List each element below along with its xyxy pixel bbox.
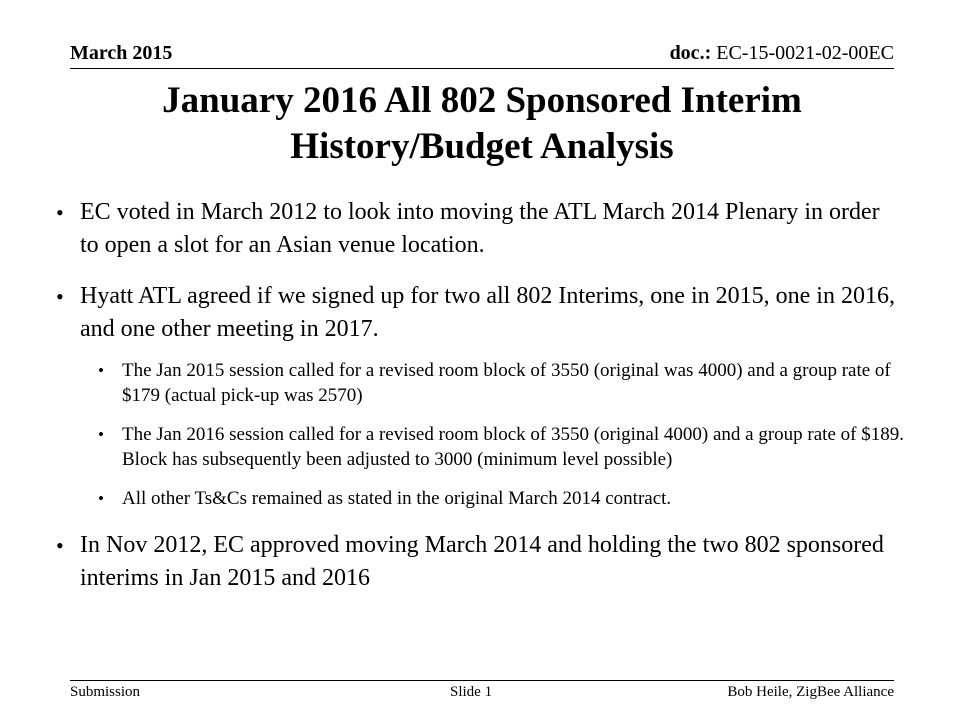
bullet-dot-icon: • — [56, 200, 64, 225]
bullet-text: EC voted in March 2012 to look into moving the ATL March 2014 Plenary in order to open a slot for an Asian venue location. — [80, 199, 880, 258]
slide-body — [56, 196, 904, 613]
bullet-dot-icon: • — [56, 284, 64, 309]
sub-bullet-1 — [56, 358, 904, 408]
title-line-1: January 2016 All 802 Sponsored Interim — [162, 80, 802, 121]
header-divider — [70, 68, 894, 69]
sub-bullet-3 — [56, 486, 904, 511]
footer-divider — [70, 680, 894, 681]
doc-label: doc.: — [669, 42, 712, 64]
bullet-dot-icon: • — [98, 425, 104, 444]
sub-bullet-2 — [56, 422, 904, 472]
bullet-text: All other Ts&Cs remained as stated in the original March 2014 contract. — [122, 488, 672, 509]
slide-title — [70, 78, 894, 170]
bullet-dot-icon: • — [56, 533, 64, 558]
bullet-text: The Jan 2016 session called for a revised room block of 3550 (original 4000) and a group rate of $189. Block has subsequently been adjusted to 3000 (minimum level possible) — [122, 424, 904, 470]
doc-id: EC-15-0021-02-00EC — [716, 42, 894, 64]
bullet-dot-icon: • — [98, 489, 104, 508]
bullet-3 — [56, 529, 904, 595]
footer-submission: Submission — [70, 684, 141, 700]
footer-author: Bob Heile, ZigBee Alliance — [727, 684, 894, 700]
title-line-2: History/Budget Analysis — [290, 126, 674, 167]
bullet-1 — [56, 196, 904, 262]
bullet-text: In Nov 2012, EC approved moving March 2014 and holding the two 802 sponsored interims in Jan 2015 and 2016 — [80, 532, 884, 591]
bullet-2 — [56, 280, 904, 346]
bullet-text: Hyatt ATL agreed if we signed up for two all 802 Interims, one in 2015, one in 2016, and one other meeting in 2017. — [80, 283, 895, 342]
header-doc-id — [670, 42, 894, 65]
header-date: March 2015 — [70, 42, 173, 64]
bullet-text: The Jan 2015 session called for a revised room block of 3550 (original was 4000) and a group rate of $179 (actual pick-up was 2570) — [122, 360, 891, 406]
bullet-dot-icon: • — [98, 361, 104, 380]
footer-slide-number: Slide 1 — [450, 684, 493, 700]
